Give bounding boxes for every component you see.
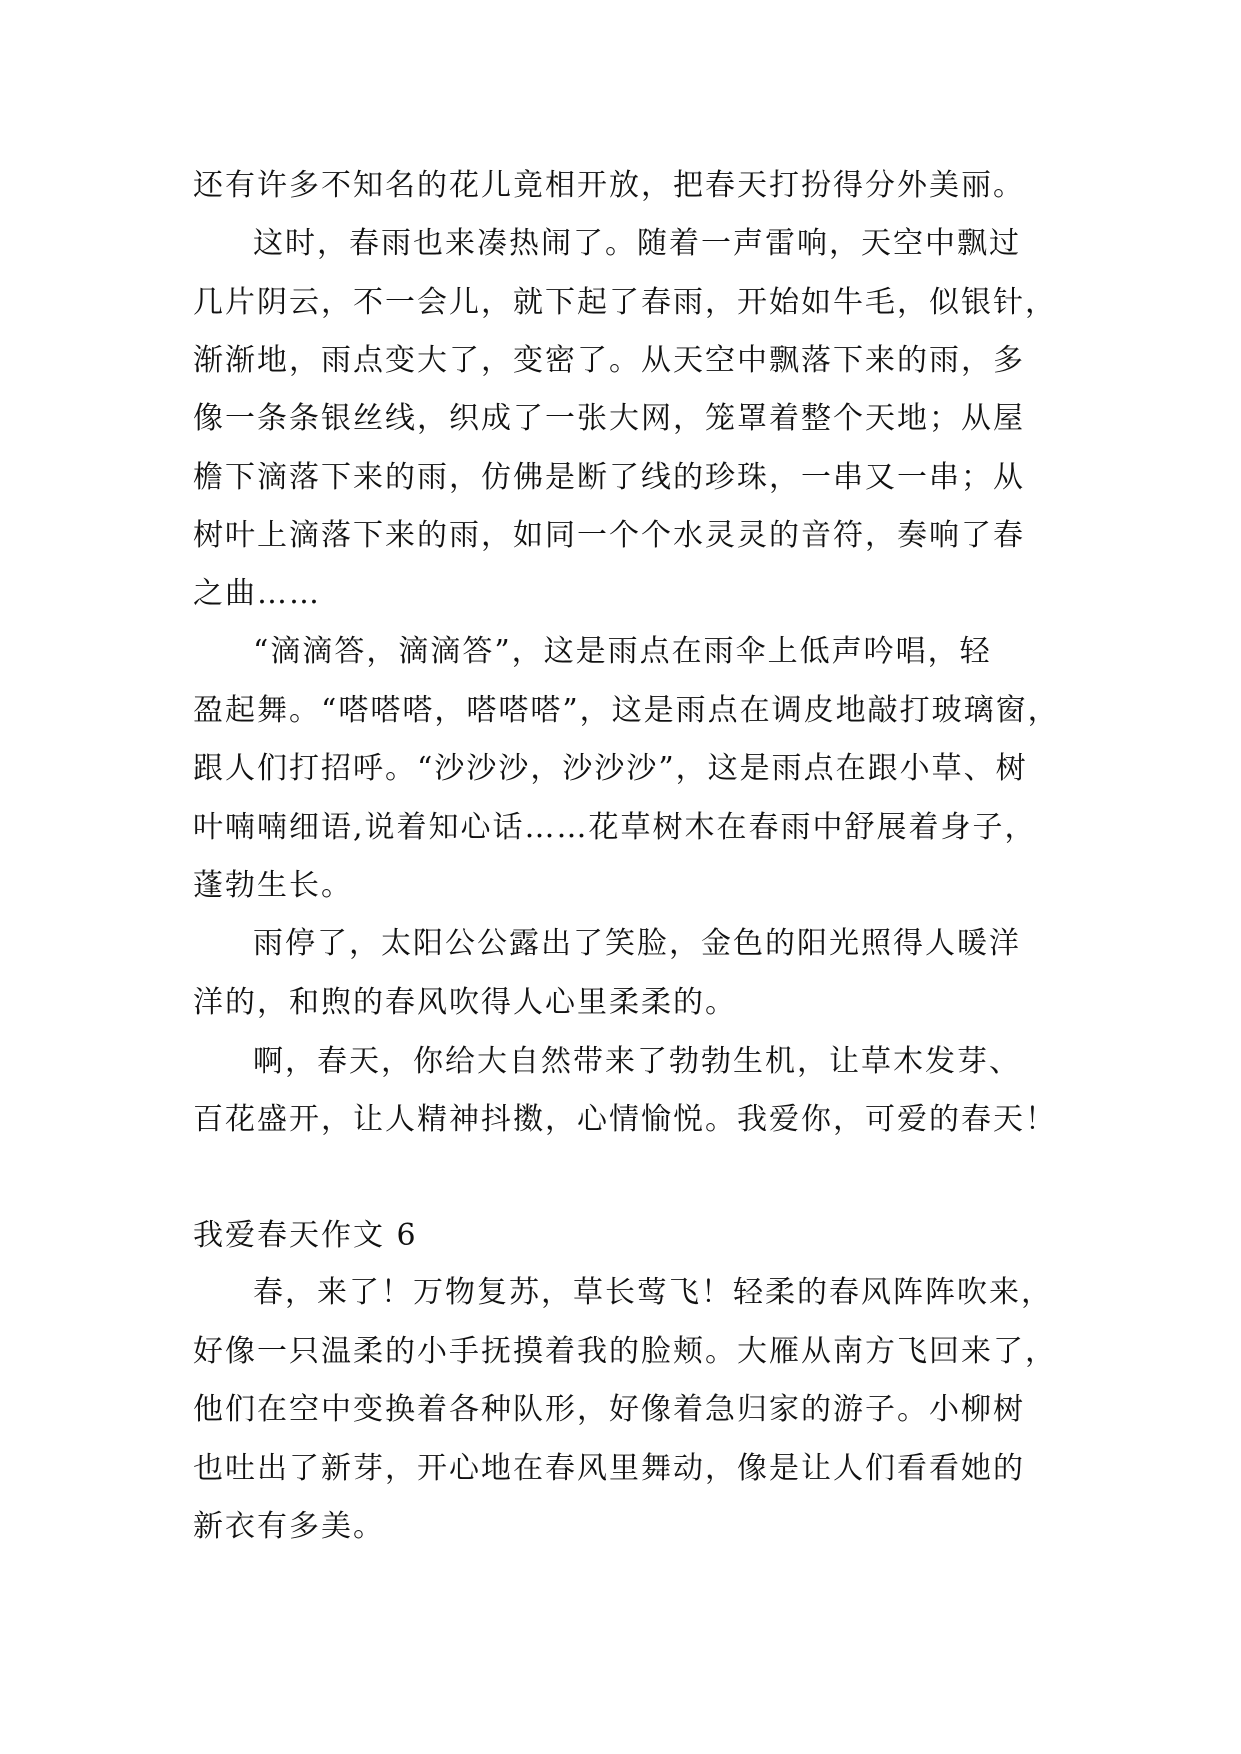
paragraph-line-6: 檐下滴落下来的雨，仿佛是断了线的珍珠，一串又一串；从: [193, 460, 1025, 495]
paragraph-line-10: 盈起舞。“嗒嗒嗒，嗒嗒嗒”，这是雨点在调皮地敲打玻璃窗，: [193, 693, 1060, 728]
paragraph-line-19: 好像一只温柔的小手抚摸着我的脸颊。大雁从南方飞回来了，: [193, 1334, 1057, 1369]
paragraph-line-22: 新衣有多美。: [193, 1509, 385, 1544]
paragraph-line-20: 他们在空中变换着各种队形，好像着急归家的游子。小柳树: [193, 1392, 1025, 1427]
paragraph-line-21: 也吐出了新芽，开心地在春风里舞动，像是让人们看看她的: [193, 1451, 1025, 1486]
paragraph-line-14: 雨停了，太阳公公露出了笑脸，金色的阳光照得人暖洋: [253, 926, 1021, 961]
paragraph-line-16: 啊，春天，你给大自然带来了勃勃生机，让草木发芽、: [253, 1044, 1021, 1079]
paragraph-line-13: 蓬勃生长。: [193, 868, 353, 903]
paragraph-line-3: 几片阴云，不一会儿，就下起了春雨，开始如牛毛，似银针，: [193, 285, 1057, 320]
paragraph-line-7: 树叶上滴落下来的雨，如同一个个水灵灵的音符，奏响了春: [193, 518, 1025, 553]
paragraph-line-9: “滴滴答，滴滴答”，这是雨点在雨伞上低声吟唱，轻: [253, 634, 992, 669]
paragraph-line-15: 洋的，和煦的春风吹得人心里柔柔的。: [193, 985, 737, 1020]
paragraph-line-12: 叶喃喃细语,说着知心话……花草树木在春雨中舒展着身子，: [193, 810, 1037, 845]
paragraph-line-17: 百花盛开，让人精神抖擞，心情愉悦。我爱你，可爱的春天！: [193, 1102, 1057, 1137]
paragraph-line-2: 这时，春雨也来凑热闹了。随着一声雷响，天空中飘过: [253, 226, 1021, 261]
paragraph-line-1: 还有许多不知名的花儿竟相开放，把春天打扮得分外美丽。: [193, 168, 1025, 203]
paragraph-line-8: 之曲……: [193, 576, 321, 611]
paragraph-line-11: 跟人们打招呼。“沙沙沙，沙沙沙”，这是雨点在跟小草、树: [193, 751, 1028, 786]
paragraph-line-5: 像一条条银丝线，织成了一张大网，笼罩着整个天地；从屋: [193, 401, 1025, 436]
section-title: 我爱春天作文 6: [193, 1218, 418, 1253]
paragraph-line-4: 渐渐地，雨点变大了，变密了。从天空中飘落下来的雨，多: [193, 343, 1025, 378]
paragraph-line-18: 春，来了！万物复苏，草长莺飞！轻柔的春风阵阵吹来，: [253, 1275, 1053, 1310]
